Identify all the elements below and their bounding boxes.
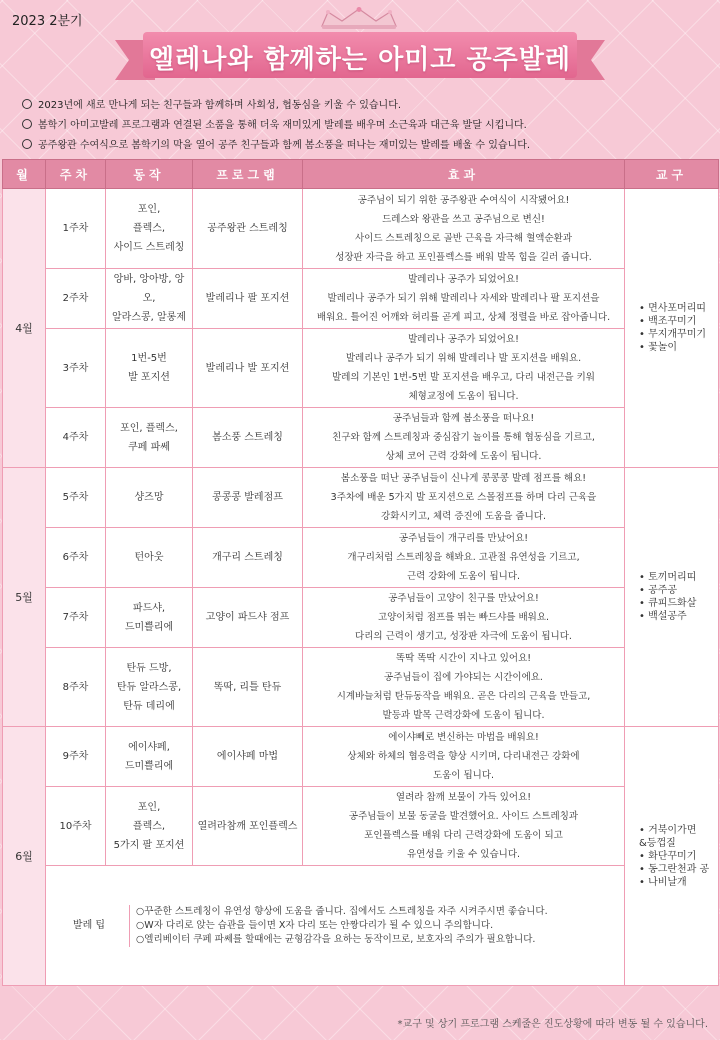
motion-cell: 파드샤, 드미쁠리에 xyxy=(106,588,193,648)
table-row xyxy=(3,588,719,648)
table-row xyxy=(3,528,719,588)
table-row xyxy=(3,866,719,986)
motion-cell: 에이샤페, 드미쁠리에 xyxy=(106,727,193,787)
circle-bullet-icon xyxy=(22,119,32,129)
program-cell: 똑딱, 리틀 탄듀 xyxy=(193,648,303,727)
motion-cell: 턴아웃 xyxy=(106,528,193,588)
effect-cell: 발레리나 공주가 되었어요! 발레리나 공주가 되기 위해 발레리나 자세와 발레리나 팔 포지션을 배워요. 틀어진 어깨와 허리를 곧게 피고, 상체 정렬을 바로 잡아줍니다. xyxy=(303,269,625,329)
table-row xyxy=(3,468,719,528)
program-cell: 콩콩콩 발레점프 xyxy=(193,468,303,528)
tool-item: • 나비날개 xyxy=(639,876,687,888)
tools-cell xyxy=(625,189,719,468)
effect-cell: 공주님들과 함께 봄소풍을 떠나요! 친구와 함께 스트레칭과 중심잡기 놀이를 통해 협동심을 기르고, 상체 코어 근력 강화에 도움이 됩니다. xyxy=(303,408,625,468)
motion-cell: 포인, 플렉스, 5가지 팔 포지션 xyxy=(106,787,193,866)
header-motion: 동작 xyxy=(106,160,193,189)
header-week: 주차 xyxy=(46,160,106,189)
intro-list xyxy=(22,96,712,156)
motion-cell: 포인, 플렉스, 사이드 스트레칭 xyxy=(106,189,193,269)
header-effect: 효과 xyxy=(303,160,625,189)
circle-bullet-icon xyxy=(22,99,32,109)
tool-item: • 동그란천과 공 xyxy=(639,863,710,875)
schedule-table xyxy=(2,159,719,986)
intro-item: 2023년에 새로 만나게 되는 친구들과 함께하며 사회성, 협동심을 키울 수 있습니다. xyxy=(22,96,712,116)
footer-note: *교구 및 상기 프로그램 스케줄은 진도상황에 따라 변동 될 수 있습니다. xyxy=(397,1019,708,1030)
program-cell: 열려라참깨 포인플렉스 xyxy=(193,787,303,866)
motion-cell: 앙바, 앙아방, 앙오, 알라스콩, 알롱제 xyxy=(106,269,193,329)
program-cell: 봄소풍 스트레칭 xyxy=(193,408,303,468)
tool-item: • 거북이가면 &등껍질 xyxy=(639,824,697,849)
table-row xyxy=(3,727,719,787)
week-cell: 6주차 xyxy=(46,528,106,588)
table-row xyxy=(3,269,719,329)
tip-item: ○W자 다리로 앉는 습관을 들이면 X자 다리 또는 안짱다리가 될 수 있으니 주의합니다. xyxy=(136,919,494,931)
month-cell: 4월 xyxy=(3,189,46,468)
program-cell: 발레리나 팔 포지션 xyxy=(193,269,303,329)
page-title: 엘레나와 함께하는 아미고 공주발레 xyxy=(149,44,571,75)
week-cell: 1주차 xyxy=(46,189,106,269)
header-month: 월 xyxy=(3,160,46,189)
tip-item: ○꾸준한 스트레칭이 유연성 향상에 도움을 줍니다. 집에서도 스트레칭을 자주 시켜주시면 좋습니다. xyxy=(136,905,548,917)
program-cell: 고양이 파드샤 점프 xyxy=(193,588,303,648)
tool-item: • 공주공 xyxy=(639,585,678,596)
week-cell: 8주차 xyxy=(46,648,106,727)
program-cell: 발레리나 발 포지션 xyxy=(193,329,303,408)
tip-item: ○엘리베이터 쿠페 파쎄를 할때에는 균형감각을 요하는 동작이므로, 보호자의 주의가 필요합니다. xyxy=(136,933,536,945)
tools-cell xyxy=(625,468,719,727)
week-cell: 2주차 xyxy=(46,269,106,329)
table-row xyxy=(3,648,719,727)
tool-item: • 토끼머리띠 xyxy=(639,572,697,583)
week-cell: 9주차 xyxy=(46,727,106,787)
effect-cell: 공주님들이 고양이 친구를 만났어요! 고양이처럼 점프를 뛰는 빠드샤를 배워요. 다리의 근력이 생기고, 성장판 자극에 도움이 됩니다. xyxy=(303,588,625,648)
program-cell: 공주왕관 스트레칭 xyxy=(193,189,303,269)
tips-label: 발레 팁 xyxy=(72,919,106,931)
month-cell: 5월 xyxy=(3,468,46,727)
week-cell: 5주차 xyxy=(46,468,106,528)
table-row xyxy=(3,329,719,408)
week-cell: 7주차 xyxy=(46,588,106,648)
circle-bullet-icon xyxy=(22,139,32,149)
week-cell: 10주차 xyxy=(46,787,106,866)
tool-item: • 백조꾸미기 xyxy=(639,316,697,327)
table-row xyxy=(3,787,719,866)
motion-cell: 샹즈망 xyxy=(106,468,193,528)
tool-item: • 꽃놀이 xyxy=(639,342,678,353)
intro-item: 봄학기 아미고발레 프로그램과 연결된 소품을 통해 더욱 재미있게 발레를 배우며 소근육과 대근육 발달 시킵니다. xyxy=(22,116,712,136)
tool-item: • 백설공주 xyxy=(639,611,687,622)
effect-cell: 똑딱 똑딱 시간이 지나고 있어요! 공주님들이 집에 가야되는 시간이에요. 시계바늘처럼 탄듀동작을 배워요. 곧은 다리의 근육을 만들고, 발등과 발목 근력강화에 도움이 됩니다. xyxy=(303,648,625,727)
motion-cell: 탄듀 드방, 탄듀 알라스콩, 탄듀 데리에 xyxy=(106,648,193,727)
tool-item: • 무지개꾸미기 xyxy=(639,329,707,340)
header-tools: 교구 xyxy=(625,160,719,189)
quarter-label: 2023 2분기 xyxy=(12,14,83,29)
crown-icon xyxy=(316,6,402,30)
week-cell: 3주차 xyxy=(46,329,106,408)
tool-item: • 큐피드화살 xyxy=(639,598,697,609)
header-program: 프로그램 xyxy=(193,160,303,189)
program-cell: 개구리 스트레칭 xyxy=(193,528,303,588)
week-cell: 4주차 xyxy=(46,408,106,468)
effect-cell: 에이샤뻬로 변신하는 마법을 배워요! 상체와 하체의 협응력을 향상 시키며, 다리내전근 강화에 도움이 됩니다. xyxy=(303,727,625,787)
effect-cell: 발레리나 공주가 되었어요! 발레리나 공주가 되기 위해 발레리나 발 포지션을 배워요. 발레의 기본인 1번-5번 발 포지션을 배우고, 다리 내전근을 키워 체형교정에 도움이 됩니다. xyxy=(303,329,625,408)
tips-list xyxy=(129,905,548,947)
intro-item: 공주왕관 수여식으로 봄학기의 막을 열어 공주 친구들과 함께 봄소풍을 떠나는 재미있는 발레를 배울 수 있습니다. xyxy=(22,136,712,156)
motion-cell: 1번-5번 발 포지션 xyxy=(106,329,193,408)
tool-item: • 화단꾸미기 xyxy=(639,850,697,862)
table-row xyxy=(3,189,719,269)
table-header-row xyxy=(3,160,719,189)
tools-cell xyxy=(625,727,719,986)
table-row xyxy=(3,408,719,468)
effect-cell: 공주님들이 개구리를 만났어요! 개구리처럼 스트레칭을 해봐요. 고관절 유연성을 기르고, 근력 강화에 도움이 됩니다. xyxy=(303,528,625,588)
motion-cell: 포인, 플렉스, 쿠페 파쎄 xyxy=(106,408,193,468)
month-cell: 6월 xyxy=(3,727,46,986)
tool-item: • 면사포머리띠 xyxy=(639,303,707,314)
effect-cell: 공주님이 되기 위한 공주왕관 수여식이 시작됐어요! 드레스와 왕관을 쓰고 공주님으로 변신! 사이드 스트레칭으로 골반 근육을 자극해 혈액순환과 성장판 자극을 하고 포인플렉스를 배워 발목 힘을 길러 줍니다. xyxy=(303,189,625,269)
effect-cell: 열려라 참깨 보물이 가득 있어요! 공주님들이 보물 동굴을 발견했어요. 사이드 스트레칭과 포인플렉스를 배워 다리 근력강화에 도움이 되고 유연성을 키울 수 있습니다. xyxy=(303,787,625,866)
program-cell: 에이샤페 마법 xyxy=(193,727,303,787)
tips-cell xyxy=(46,866,625,986)
effect-cell: 봄소풍을 떠난 공주님들이 신나게 콩콩콩 발레 점프를 해요! 3주차에 배운 5가지 발 포지션으로 스몰점프를 하며 다리 근육을 강화시키고, 체력 증진에 도움을 줍니다. xyxy=(303,468,625,528)
